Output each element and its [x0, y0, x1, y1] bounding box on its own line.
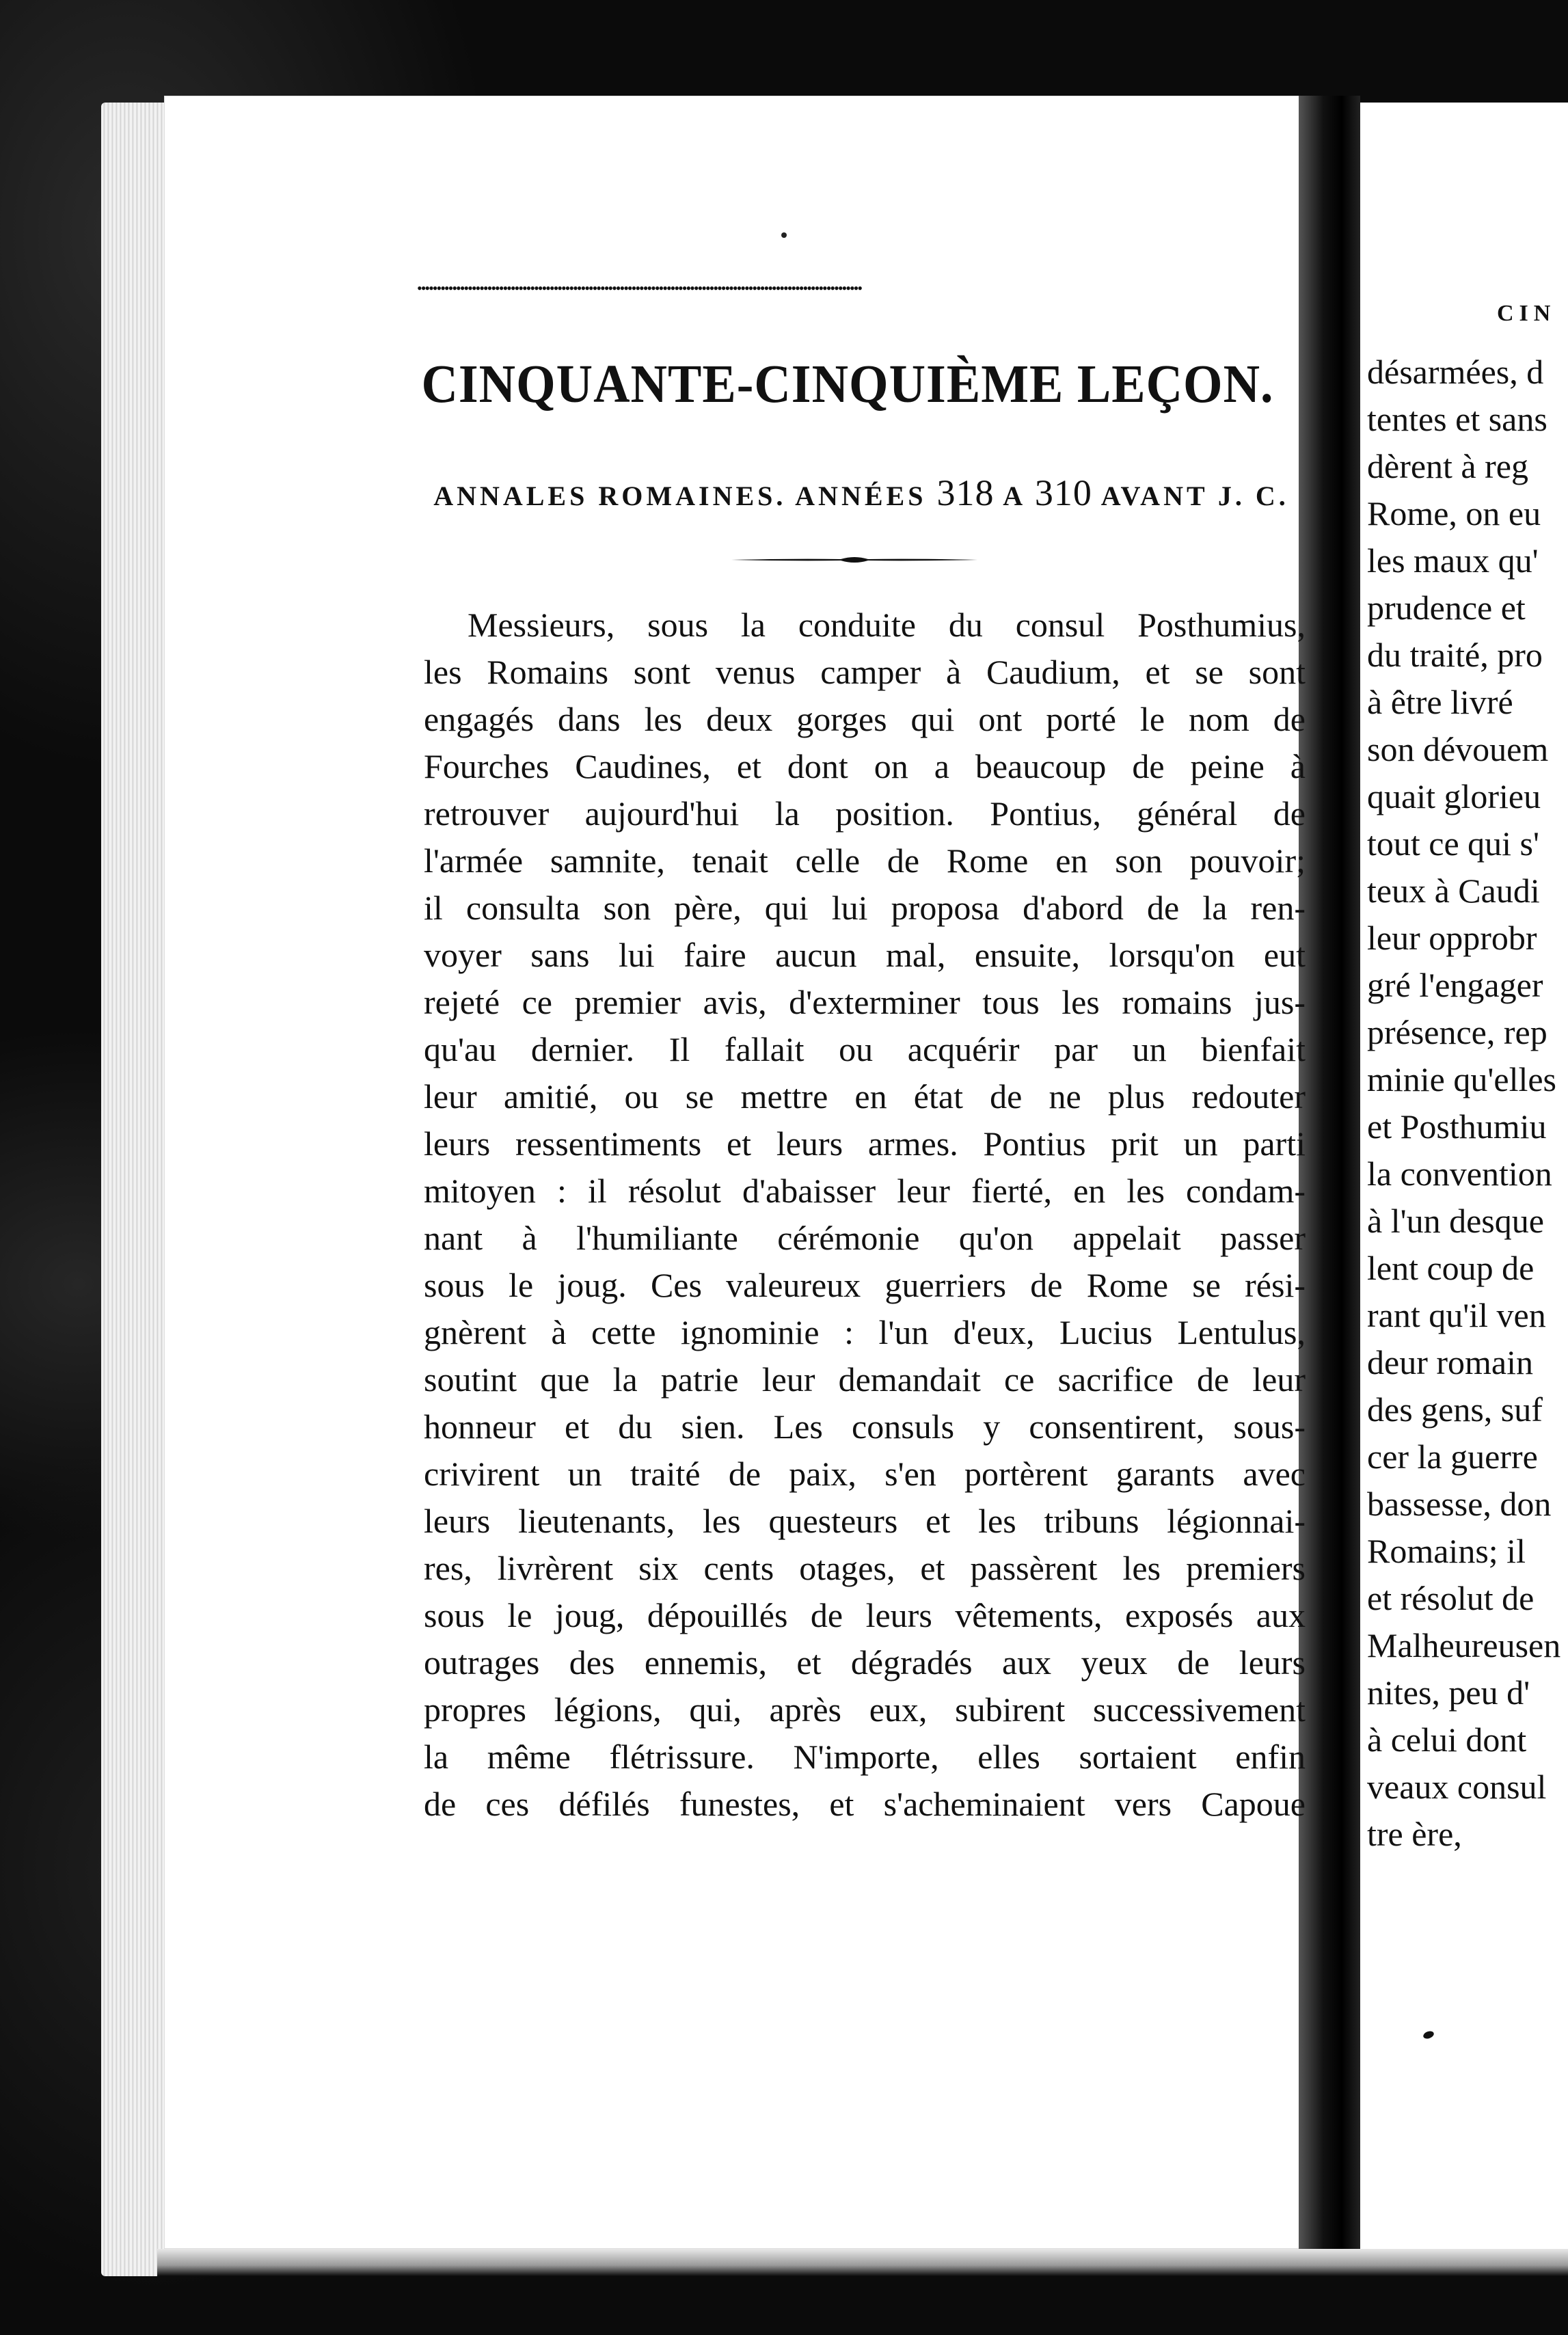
subtitle-a: A	[1003, 481, 1025, 511]
body-line: leurs ressentiments et leurs armes. Pontius prit un parti	[424, 1124, 1306, 1163]
chapter-title: CINQUANTE-CINQUIÈME LEÇON.	[421, 353, 1274, 415]
right-page-line: tout ce qui s'	[1367, 824, 1540, 863]
ornament-rule: ••••••••••••••••••••••••••••••••••••••••••••••••••••••••••••••••••••••••••••••••••••••••••••••••••••••••••••••••••	[417, 280, 862, 297]
book-gutter	[1299, 96, 1360, 2269]
right-page-line: tentes et sans	[1367, 400, 1547, 438]
right-page-line: teux à Caudi	[1367, 872, 1540, 910]
body-line: res, livrèrent six cents otages, et passèrent les premiers	[424, 1549, 1306, 1587]
right-page-line: veaux consul	[1367, 1768, 1547, 1806]
right-page-line: bassesse, don	[1367, 1485, 1552, 1523]
subtitle-year-end: 310	[1034, 472, 1092, 513]
body-line: les Romains sont venus camper à Caudium, et se sont	[424, 653, 1306, 691]
right-page-header: CIN	[1497, 301, 1556, 326]
body-line: propres légions, qui, après eux, subirent successivement	[424, 1690, 1306, 1729]
body-line: leurs lieutenants, les questeurs et les tribuns légionnai-	[424, 1502, 1306, 1540]
right-page-line: deur romain	[1367, 1343, 1533, 1381]
right-page-line: des gens, suf	[1367, 1390, 1543, 1429]
body-line: il consulta son père, qui lui proposa d'abord de la ren-	[424, 889, 1306, 927]
right-page-line: dèrent à reg	[1367, 447, 1528, 485]
body-text	[424, 602, 1306, 1828]
body-line: l'armée samnite, tenait celle de Rome en son pouvoir;	[424, 841, 1306, 880]
subtitle-avant: AVANT J. C.	[1100, 481, 1289, 511]
body-line: de ces défilés funestes, et s'acheminaient vers Capoue	[424, 1785, 1306, 1823]
body-line: sous le joug. Ces valeureux guerriers de Rome se rési-	[424, 1266, 1306, 1304]
body-line: qu'au dernier. Il fallait ou acquérir par un bienfait	[424, 1030, 1306, 1068]
right-page-line: tre ère,	[1367, 1815, 1462, 1853]
right-page-line: Romains; il	[1367, 1532, 1526, 1570]
right-page-line: à l'un desque	[1367, 1202, 1544, 1240]
body-line: gnèrent à cette ignominie : l'un d'eux, Lucius Lentulus,	[424, 1313, 1306, 1351]
right-page-line: la convention	[1367, 1155, 1552, 1193]
body-line: nant à l'humiliante cérémonie qu'on appelait passer	[424, 1219, 1306, 1257]
right-page-line: à celui dont	[1367, 1720, 1527, 1759]
body-line: mitoyen : il résolut d'abaisser leur fierté, en les condam-	[424, 1172, 1306, 1210]
right-page-line: et Posthumiu	[1367, 1107, 1547, 1146]
body-line: outrages des ennemis, et dégradés aux yeux de leurs	[424, 1643, 1306, 1682]
right-page-line: minie qu'elles	[1367, 1060, 1557, 1098]
right-page-line: du traité, pro	[1367, 636, 1543, 674]
subtitle-annales: ANNALES ROMAINES. ANNÉES	[433, 481, 927, 511]
body-line: honneur et du sien. Les consuls y consentirent, sous-	[424, 1407, 1306, 1446]
chapter-subtitle	[417, 472, 1306, 514]
body-line: Messieurs, sous la conduite du consul Posthumius,	[468, 606, 1306, 644]
right-page-line: présence, rep	[1367, 1013, 1547, 1051]
body-line: soutint que la patrie leur demandait ce sacrifice de leur	[424, 1360, 1306, 1399]
right-page-line: et résolut de	[1367, 1579, 1535, 1617]
body-line: leur amitié, ou se mettre en état de ne plus redouter	[424, 1077, 1306, 1116]
right-page-line: Malheureusen	[1367, 1626, 1561, 1664]
right-page-line: rant qu'il ven	[1367, 1296, 1546, 1334]
subtitle-year-start: 318	[936, 472, 995, 513]
right-page-line: les maux qu'	[1367, 541, 1539, 580]
right-page-line: Rome, on eu	[1367, 494, 1541, 532]
right-page-line: gré l'engager	[1367, 966, 1543, 1004]
right-page-line: prudence et	[1367, 589, 1526, 627]
right-page-text	[1367, 349, 1568, 1858]
right-page-line: à être livré	[1367, 683, 1513, 721]
right-page-line: leur opprobr	[1367, 919, 1537, 957]
body-line: Fourches Caudines, et dont on a beaucoup de peine à	[424, 747, 1306, 785]
right-page-line: nites, peu d'	[1367, 1673, 1530, 1712]
right-page-line: cer la guerre	[1367, 1438, 1538, 1476]
body-line: crivirent un traité de paix, s'en portèrent garants avec	[424, 1455, 1306, 1493]
body-line: sous le joug, dépouillés de leurs vêtements, exposés aux	[424, 1596, 1306, 1634]
page-bottom-edge	[157, 2249, 1568, 2276]
body-line: rejeté ce premier avis, d'exterminer tous les romains jus-	[424, 983, 1306, 1021]
right-page-line: quait glorieu	[1367, 777, 1541, 815]
ornamental-divider	[731, 555, 977, 565]
body-line: la même flétrissure. N'importe, elles sortaient enfin	[424, 1738, 1306, 1776]
right-page-line: lent coup de	[1367, 1249, 1535, 1287]
right-page-line: son dévouem	[1367, 730, 1549, 768]
right-page-line: désarmées, d	[1367, 353, 1544, 391]
body-line: engagés dans les deux gorges qui ont porté le nom de	[424, 700, 1306, 738]
body-line: retrouver aujourd'hui la position. Pontius, général de	[424, 794, 1306, 833]
body-line: voyer sans lui faire aucun mal, ensuite, lorsqu'on eut	[424, 936, 1306, 974]
ink-dot	[781, 232, 787, 238]
